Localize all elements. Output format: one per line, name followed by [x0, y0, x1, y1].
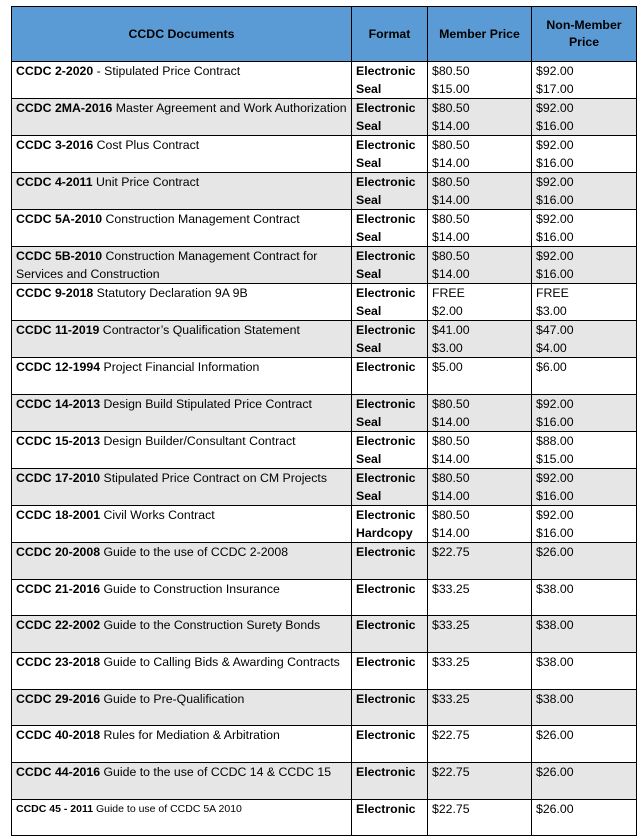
non-member-price-value: $88.00 — [536, 434, 574, 448]
document-cell — [12, 506, 352, 543]
member-price-value: $80.50 — [432, 64, 470, 78]
document-cell — [12, 99, 352, 136]
format-value: Hardcopy — [356, 526, 413, 540]
member-price-value: $80.50 — [432, 434, 470, 448]
document-code: CCDC 12-1994 — [16, 360, 101, 374]
format-value: Seal — [356, 415, 382, 429]
document-title: Cost Plus Contract — [93, 138, 200, 152]
table-row — [12, 210, 637, 247]
member-price-value: $80.50 — [432, 212, 470, 226]
document-title: Guide to use of CCDC 5A 2010 — [93, 803, 242, 815]
format-value: Electronic — [356, 508, 416, 522]
format-cell — [352, 726, 428, 763]
format-value: Seal — [356, 230, 382, 244]
member-price-cell — [428, 395, 532, 432]
non-member-price-cell — [532, 62, 637, 99]
non-member-price-value: $16.00 — [536, 489, 574, 503]
member-price-cell — [428, 506, 532, 543]
format-value: Seal — [356, 489, 382, 503]
table-row — [12, 800, 637, 836]
format-cell — [352, 690, 428, 726]
table-row — [12, 321, 637, 358]
format-value: Seal — [356, 119, 382, 133]
member-price-value: $14.00 — [432, 526, 470, 540]
header-non-member-price: Non-Member Price — [532, 7, 637, 62]
document-code: CCDC 14-2013 — [16, 397, 101, 411]
non-member-price-cell — [532, 284, 637, 321]
format-value: Electronic — [356, 471, 416, 485]
format-value: Electronic — [356, 545, 416, 559]
member-price-value: $33.25 — [432, 655, 470, 669]
format-value: Electronic — [356, 212, 416, 226]
table-row — [12, 247, 637, 284]
format-value: Electronic — [356, 249, 416, 263]
format-value: Seal — [356, 193, 382, 207]
document-title: Civil Works Contract — [100, 508, 215, 522]
format-value: Electronic — [356, 323, 416, 337]
member-price-value: $14.00 — [432, 267, 470, 281]
non-member-price-value: $26.00 — [536, 545, 574, 559]
format-cell — [352, 469, 428, 506]
document-title: Guide to the use of CCDC 14 & CCDC 15 — [100, 765, 332, 779]
format-value: Seal — [356, 156, 382, 170]
format-cell — [352, 247, 428, 284]
document-cell — [12, 543, 352, 580]
document-cell — [12, 136, 352, 173]
document-cell — [12, 469, 352, 506]
member-price-value: $14.00 — [432, 119, 470, 133]
document-code: CCDC 11-2019 — [16, 323, 100, 337]
member-price-cell — [428, 580, 532, 616]
member-price-cell — [428, 247, 532, 284]
document-code: CCDC 29-2016 — [16, 692, 101, 706]
format-value: Electronic — [356, 765, 416, 779]
member-price-value: $80.50 — [432, 249, 470, 263]
member-price-value: $22.75 — [432, 545, 470, 559]
non-member-price-cell — [532, 469, 637, 506]
format-cell — [352, 580, 428, 616]
header-member-price: Member Price — [428, 7, 532, 62]
document-cell — [12, 395, 352, 432]
document-code: CCDC 3-2016 — [16, 138, 94, 152]
non-member-price-value: $38.00 — [536, 618, 574, 632]
table-row — [12, 469, 637, 506]
member-price-cell — [428, 690, 532, 726]
table-row — [12, 653, 637, 690]
document-code: CCDC 5A-2010 — [16, 212, 103, 226]
member-price-value: $14.00 — [432, 489, 470, 503]
non-member-price-cell — [532, 616, 637, 653]
format-cell — [352, 506, 428, 543]
member-price-value: $33.25 — [432, 618, 470, 632]
non-member-price-cell — [532, 580, 637, 616]
member-price-value: $22.75 — [432, 765, 470, 779]
non-member-price-value: $17.00 — [536, 82, 574, 96]
member-price-value: $14.00 — [432, 156, 470, 170]
document-code: CCDC 40-2018 — [16, 728, 101, 742]
non-member-price-value: $16.00 — [536, 526, 574, 540]
format-value: Electronic — [356, 618, 416, 632]
format-value: Seal — [356, 304, 382, 318]
member-price-cell — [428, 62, 532, 99]
table-row — [12, 284, 637, 321]
non-member-price-value: $16.00 — [536, 230, 574, 244]
document-code: CCDC 23-2018 — [16, 655, 101, 669]
non-member-price-value: $92.00 — [536, 249, 574, 263]
member-price-value: $22.75 — [432, 802, 470, 816]
non-member-price-cell — [532, 321, 637, 358]
document-code: CCDC 45 - 2011 — [16, 803, 94, 815]
document-cell — [12, 62, 352, 99]
member-price-cell — [428, 653, 532, 690]
non-member-price-value: $92.00 — [536, 175, 574, 189]
table-row — [12, 432, 637, 469]
format-cell — [352, 358, 428, 395]
document-code: CCDC 4-2011 — [16, 175, 93, 189]
format-value: Seal — [356, 267, 382, 281]
table-row — [12, 616, 637, 653]
format-cell — [352, 432, 428, 469]
document-cell — [12, 763, 352, 800]
non-member-price-value: $92.00 — [536, 212, 574, 226]
document-code: CCDC 5B-2010 — [16, 249, 103, 263]
document-cell — [12, 358, 352, 395]
document-cell — [12, 800, 352, 836]
format-cell — [352, 62, 428, 99]
member-price-value: $14.00 — [432, 452, 470, 466]
format-value: Electronic — [356, 728, 416, 742]
document-title: Unit Price Contract — [92, 175, 200, 189]
non-member-price-cell — [532, 358, 637, 395]
format-value: Electronic — [356, 582, 416, 596]
non-member-price-value: $92.00 — [536, 471, 574, 485]
member-price-value: $15.00 — [432, 82, 470, 96]
price-table — [11, 6, 637, 836]
non-member-price-cell — [532, 690, 637, 726]
member-price-value: $14.00 — [432, 415, 470, 429]
non-member-price-value: $38.00 — [536, 655, 574, 669]
format-value: Seal — [356, 82, 382, 96]
non-member-price-value: $26.00 — [536, 728, 574, 742]
member-price-value: FREE — [432, 286, 465, 300]
format-cell — [352, 210, 428, 247]
member-price-cell — [428, 726, 532, 763]
format-value: Electronic — [356, 175, 416, 189]
document-code: CCDC 17-2010 — [16, 471, 101, 485]
non-member-price-value: $38.00 — [536, 582, 574, 596]
non-member-price-cell — [532, 395, 637, 432]
non-member-price-value: $26.00 — [536, 765, 574, 779]
non-member-price-value: $38.00 — [536, 692, 574, 706]
non-member-price-value: $92.00 — [536, 101, 574, 115]
member-price-cell — [428, 321, 532, 358]
document-cell — [12, 580, 352, 616]
document-title: Construction Management Contract — [102, 212, 300, 226]
member-price-cell — [428, 432, 532, 469]
table-row — [12, 395, 637, 432]
header-format: Format — [352, 7, 428, 62]
member-price-value: $80.50 — [432, 508, 470, 522]
non-member-price-cell — [532, 543, 637, 580]
format-value: Electronic — [356, 286, 416, 300]
document-cell — [12, 690, 352, 726]
non-member-price-value: $92.00 — [536, 64, 574, 78]
member-price-cell — [428, 99, 532, 136]
member-price-value: $3.00 — [432, 341, 463, 355]
format-value: Electronic — [356, 802, 416, 816]
document-code: CCDC 9-2018 — [16, 286, 94, 300]
non-member-price-cell — [532, 136, 637, 173]
member-price-cell — [428, 469, 532, 506]
format-cell — [352, 136, 428, 173]
member-price-cell — [428, 616, 532, 653]
format-value: Electronic — [356, 692, 416, 706]
document-cell — [12, 247, 352, 284]
member-price-cell — [428, 800, 532, 836]
document-cell — [12, 321, 352, 358]
non-member-price-value: $3.00 — [536, 304, 567, 318]
member-price-value: $33.25 — [432, 582, 470, 596]
non-member-price-value: $6.00 — [536, 360, 567, 374]
member-price-value: $80.50 — [432, 175, 470, 189]
document-title: Design Builder/Consultant Contract — [100, 434, 296, 448]
table-row — [12, 763, 637, 800]
document-title: Guide to Calling Bids & Awarding Contracts — [100, 655, 340, 669]
document-code: CCDC 44-2016 — [16, 765, 101, 779]
non-member-price-value: $92.00 — [536, 138, 574, 152]
non-member-price-cell — [532, 506, 637, 543]
table-row — [12, 136, 637, 173]
document-title: Master Agreement and Work Authorization — [112, 101, 347, 115]
header-documents: CCDC Documents — [12, 7, 352, 62]
non-member-price-value: $47.00 — [536, 323, 574, 337]
member-price-value: $22.75 — [432, 728, 470, 742]
member-price-value: $5.00 — [432, 360, 463, 374]
document-title: Statutory Declaration 9A 9B — [93, 286, 248, 300]
table-row — [12, 580, 637, 616]
format-cell — [352, 800, 428, 836]
document-cell — [12, 616, 352, 653]
document-cell — [12, 432, 352, 469]
format-cell — [352, 173, 428, 210]
table-row — [12, 358, 637, 395]
table-row — [12, 99, 637, 136]
non-member-price-cell — [532, 99, 637, 136]
non-member-price-value: $4.00 — [536, 341, 567, 355]
non-member-price-cell — [532, 173, 637, 210]
header-row — [12, 7, 637, 62]
non-member-price-value: $16.00 — [536, 156, 574, 170]
non-member-price-value: $16.00 — [536, 415, 574, 429]
document-title: Contractor’s Qualification Statement — [99, 323, 300, 337]
table-row — [12, 62, 637, 99]
non-member-price-value: FREE — [536, 286, 569, 300]
member-price-value: $80.50 — [432, 101, 470, 115]
document-title: Project Financial Information — [100, 360, 260, 374]
member-price-value: $80.50 — [432, 471, 470, 485]
member-price-value: $14.00 — [432, 230, 470, 244]
document-title: Construction Management Contract for Services and Construction — [16, 249, 321, 281]
format-value: Electronic — [356, 360, 416, 374]
document-cell — [12, 210, 352, 247]
format-cell — [352, 653, 428, 690]
document-code: CCDC 15-2013 — [16, 434, 101, 448]
document-code: CCDC 20-2008 — [16, 545, 101, 559]
member-price-value: $80.50 — [432, 138, 470, 152]
member-price-cell — [428, 210, 532, 247]
document-title: Guide to Construction Insurance — [100, 582, 280, 596]
non-member-price-value: $92.00 — [536, 508, 574, 522]
document-title: - Stipulated Price Contract — [93, 64, 241, 78]
format-value: Seal — [356, 452, 382, 466]
member-price-cell — [428, 173, 532, 210]
non-member-price-value: $16.00 — [536, 193, 574, 207]
non-member-price-cell — [532, 247, 637, 284]
member-price-cell — [428, 543, 532, 580]
format-value: Electronic — [356, 101, 416, 115]
non-member-price-value: $26.00 — [536, 802, 574, 816]
format-value: Electronic — [356, 138, 416, 152]
document-cell — [12, 726, 352, 763]
non-member-price-value: $16.00 — [536, 267, 574, 281]
non-member-price-value: $92.00 — [536, 397, 574, 411]
document-code: CCDC 21-2016 — [16, 582, 101, 596]
document-title: Guide to the Construction Surety Bonds — [100, 618, 321, 632]
table-row — [12, 726, 637, 763]
document-code: CCDC 18-2001 — [16, 508, 101, 522]
non-member-price-cell — [532, 800, 637, 836]
format-value: Electronic — [356, 655, 416, 669]
non-member-price-cell — [532, 653, 637, 690]
document-title: Guide to Pre-Qualification — [100, 692, 245, 706]
document-title: Guide to the use of CCDC 2-2008 — [100, 545, 289, 559]
member-price-cell — [428, 763, 532, 800]
member-price-value: $41.00 — [432, 323, 470, 337]
document-title: Rules for Mediation & Arbitration — [100, 728, 280, 742]
non-member-price-cell — [532, 432, 637, 469]
format-cell — [352, 395, 428, 432]
document-title: Stipulated Price Contract on CM Projects — [100, 471, 327, 485]
table-row — [12, 173, 637, 210]
format-cell — [352, 321, 428, 358]
format-value: Electronic — [356, 64, 416, 78]
document-code: CCDC 2-2020 — [16, 64, 94, 78]
table-row — [12, 506, 637, 543]
member-price-value: $33.25 — [432, 692, 470, 706]
document-title: Design Build Stipulated Price Contract — [100, 397, 312, 411]
document-cell — [12, 284, 352, 321]
table-row — [12, 690, 637, 726]
format-value: Electronic — [356, 434, 416, 448]
format-cell — [352, 763, 428, 800]
format-cell — [352, 616, 428, 653]
document-code: CCDC 2MA-2016 — [16, 101, 113, 115]
member-price-cell — [428, 284, 532, 321]
format-cell — [352, 99, 428, 136]
non-member-price-cell — [532, 763, 637, 800]
non-member-price-value: $16.00 — [536, 119, 574, 133]
document-cell — [12, 653, 352, 690]
non-member-price-cell — [532, 210, 637, 247]
member-price-value: $80.50 — [432, 397, 470, 411]
format-cell — [352, 284, 428, 321]
table-row — [12, 543, 637, 580]
member-price-value: $2.00 — [432, 304, 463, 318]
member-price-cell — [428, 136, 532, 173]
document-cell — [12, 173, 352, 210]
document-code: CCDC 22-2002 — [16, 618, 101, 632]
format-cell — [352, 543, 428, 580]
member-price-cell — [428, 358, 532, 395]
non-member-price-cell — [532, 726, 637, 763]
non-member-price-value: $15.00 — [536, 452, 574, 466]
format-value: Seal — [356, 341, 382, 355]
format-value: Electronic — [356, 397, 416, 411]
member-price-value: $14.00 — [432, 193, 470, 207]
